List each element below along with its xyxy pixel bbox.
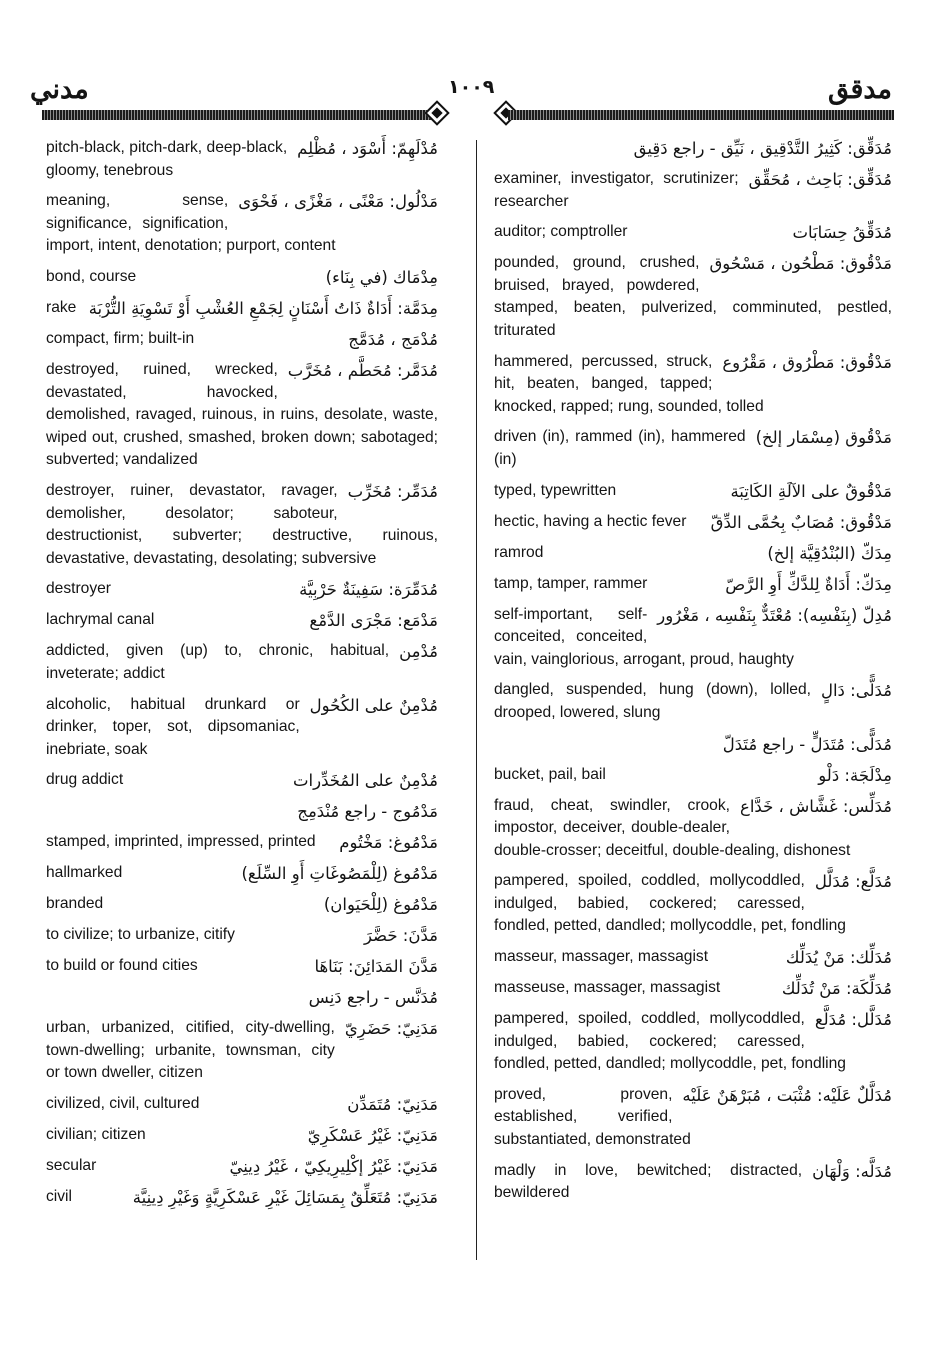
dictionary-entry bbox=[494, 977, 892, 1000]
header-guide-word-right: مدقق bbox=[827, 74, 892, 105]
dictionary-entry bbox=[46, 266, 438, 289]
english-definition: auditor; comptroller bbox=[494, 223, 628, 241]
dictionary-entry bbox=[46, 297, 438, 320]
english-definition: hallmarked bbox=[46, 864, 123, 882]
header-guide-word-left: مدني bbox=[30, 74, 89, 105]
arabic-headword: مُدَلًّى: دَالٍ bbox=[820, 681, 892, 701]
dictionary-entry bbox=[494, 511, 892, 534]
english-definition: fraud, cheat, swindler, crook, impostor, deceiver, double-dealer, double-crosser; deceitful, double-dealing, dishonest bbox=[494, 796, 851, 859]
arabic-headword: مَدْلُول: مَعْنًى ، مَغْزًى ، فَحْوَى bbox=[238, 192, 438, 212]
arabic-headword: مُدَلِّكَة: مَنْ تُدَلِّك bbox=[781, 979, 892, 999]
english-definition: branded bbox=[46, 895, 104, 913]
dictionary-entry bbox=[46, 640, 438, 685]
english-definition: to civilize; to urbanize, citify bbox=[46, 926, 235, 944]
arabic-headword: مَدْمَع: مَجْرَى الدَّمْع bbox=[309, 611, 438, 631]
english-definition: drug addict bbox=[46, 771, 124, 789]
arabic-headword: مَدَنِيّ: غَيْرُ إكْلِيرِيكِيّ ، غَيْرُ دِينِيّ bbox=[229, 1157, 438, 1177]
page-number: ١٠٠٩ bbox=[448, 76, 495, 98]
dictionary-entry bbox=[46, 1093, 438, 1116]
arabic-headword: مَدْمُوغ (لِلْحَيَوان) bbox=[323, 895, 438, 915]
dictionary-entry bbox=[494, 795, 892, 863]
arabic-headword: مَدْقُوق (مِسْمَار إلخ) bbox=[755, 428, 892, 448]
dictionary-entry bbox=[494, 573, 892, 596]
dictionary-entry bbox=[46, 694, 438, 762]
header-rule-right bbox=[508, 110, 894, 120]
arabic-headword: مُدَلِّك: مَنْ يُدَلِّك bbox=[785, 948, 892, 968]
dictionary-entry bbox=[494, 870, 892, 938]
dictionary-entry bbox=[494, 168, 892, 213]
english-definition: proved, proven, established, verified, substantiated, demonstrated bbox=[494, 1085, 691, 1149]
english-definition: madly in love, bewitched; distracted, bewildered bbox=[494, 1161, 803, 1202]
english-definition: compact, firm; built-in bbox=[46, 329, 195, 347]
arabic-headword: مُدَلًّى: مُتَدَلٍّ - راجع مُتَدَلّ bbox=[722, 734, 892, 754]
arabic-headword: مَدَّنَ: حَضَّرَ bbox=[363, 926, 438, 946]
english-definition: civilized, civil, cultured bbox=[46, 1095, 200, 1113]
arabic-headword: مَدْقُوق: مُصَابٌ بِحُمَّى الدِّقّ bbox=[710, 512, 892, 532]
arabic-headword: مَدْقُوق: مَطْرُوق ، مَقْرُوع bbox=[722, 352, 892, 372]
english-definition: destroyer bbox=[46, 580, 112, 598]
arabic-headword: مَدَّنَ المَدَائِنَ: بَنَاهَا bbox=[314, 957, 438, 977]
english-definition: tamp, tamper, rammer bbox=[494, 574, 648, 592]
cross-reference-entry bbox=[494, 137, 892, 160]
dictionary-entry bbox=[494, 252, 892, 342]
arabic-headword: مَدْمُوغ: مَخْتُوم bbox=[339, 833, 438, 853]
arabic-headword: مِدْلَجَة: دَلْو bbox=[818, 765, 892, 785]
arabic-headword: مِدَكّ (البُنْدُقِيَّة إلخ) bbox=[767, 543, 892, 563]
arabic-headword: مُدَلَّه: وَلْهَان bbox=[812, 1161, 892, 1181]
dictionary-entry bbox=[494, 1084, 892, 1152]
english-definition: bucket, pail, bail bbox=[494, 765, 606, 783]
dictionary-entry bbox=[494, 542, 892, 565]
dictionary-entry bbox=[494, 221, 892, 244]
arabic-headword: مُدَلَّل: مُدَلَّع bbox=[814, 1010, 892, 1030]
dictionary-entry bbox=[46, 1017, 438, 1085]
arabic-headword: مُدَمَّر: مُحَطَّم ، مُخَرَّب bbox=[287, 360, 438, 380]
dictionary-entry bbox=[46, 359, 438, 472]
cross-reference-entry bbox=[494, 733, 892, 756]
english-definition: bond, course bbox=[46, 267, 137, 285]
arabic-headword: مَدْقُوقٌ على الآلَةِ الكَاتِبَة bbox=[730, 481, 892, 501]
english-definition: meaning, sense, significance, signification, import, intent, denotation; purport, content bbox=[46, 192, 336, 255]
arabic-headword: مِدَمَّة: أَدَاةٌ ذَاتُ أَسْنَانٍ لِجَمْعِ العُشْبِ أَوْ تَسْوِيَةِ التُّرْبَة bbox=[88, 298, 438, 318]
dictionary-entry bbox=[494, 946, 892, 969]
dictionary-entry bbox=[494, 764, 892, 787]
english-definition: stamped, imprinted, impressed, printed bbox=[46, 833, 316, 851]
arabic-headword: مَدَنِيّ: غَيْرُ عَسْكَرِيّ bbox=[307, 1126, 438, 1146]
dictionary-entry bbox=[494, 604, 892, 672]
arabic-headword: مِدَكّ: أَدَاةٌ لِلدَّكِّ أَوِ الرَّصّ bbox=[725, 574, 892, 594]
english-definition: pampered, spoiled, coddled, mollycoddled, indulged, babied, cockered; caressed, fondled, petted, dandled; mollycoddle, pet, fondling bbox=[494, 872, 846, 935]
arabic-headword: مُدَقِّق: كَثِيرُ التَّدْقِيق ، نَيِّق - راجع دَقِيق bbox=[633, 139, 892, 158]
english-definition: hammered, percussed, struck, hit, beaten, banged, tapped; knocked, rapped; rung, sounded, tolled bbox=[494, 352, 764, 415]
dictionary-entry bbox=[46, 893, 438, 916]
arabic-headword: مُدْلَهِمّ: أَسْوَد ، مُظْلِم bbox=[297, 139, 438, 158]
arabic-headword: مُدْمِنٌ على الكُحُول bbox=[309, 695, 438, 715]
arabic-headword: مُدَلَّلٌ عَلَيْه: مُثْبَت ، مُبَرْهَنٌ عَلَيْه bbox=[682, 1085, 892, 1105]
dictionary-entry bbox=[46, 1186, 438, 1209]
dictionary-entry bbox=[46, 137, 438, 182]
left-column bbox=[46, 137, 438, 1217]
dictionary-entry bbox=[46, 769, 438, 792]
english-definition: pounded, ground, crushed, bruised, brayed, powdered, stamped, beaten, pulverized, comminuted, pestled, triturated bbox=[494, 254, 892, 339]
arabic-headword: مُدَقِّقُ حِسَابَات bbox=[792, 223, 892, 243]
dictionary-entry bbox=[494, 1160, 892, 1205]
english-definition: alcoholic, habitual drunkard or drinker, toper, sot, dipsomaniac, inebriate, soak bbox=[46, 695, 300, 758]
arabic-headword: مُدَلَّع: مُدَلَّل bbox=[814, 872, 892, 892]
arabic-headword: مُدِلّ (بِنَفْسِه): مُعْتَدٌّ بِنَفْسِه ، مَغْرُور bbox=[657, 605, 892, 625]
english-definition: addicted, given (up) to, chronic, habitual, inveterate; addict bbox=[46, 642, 390, 682]
dictionary-entry bbox=[494, 679, 892, 724]
arabic-headword: مِدْمَاك (في بِنَاء) bbox=[325, 267, 438, 287]
english-definition: civilian; citizen bbox=[46, 1126, 146, 1144]
dictionary-entry bbox=[494, 426, 892, 471]
english-definition: self-important, self-conceited, conceited, vain, vainglorious, arrogant, proud, haughty bbox=[494, 605, 794, 668]
column-divider bbox=[476, 140, 477, 1260]
english-definition: lachrymal canal bbox=[46, 611, 155, 629]
page-header bbox=[0, 52, 940, 122]
dictionary-entry bbox=[46, 862, 438, 885]
english-definition: masseuse, massager, massagist bbox=[494, 979, 721, 997]
arabic-headword: مُدْمِن bbox=[399, 642, 438, 662]
english-definition: civil bbox=[46, 1188, 72, 1206]
english-definition: hectic, having a hectic fever bbox=[494, 512, 687, 530]
arabic-headword: مُدَنَّس - راجع دَنِس bbox=[308, 988, 438, 1008]
arabic-headword: مَدْمُوغ (لِلْمَصُوغَاتِ أَوِ السِّلَع) bbox=[241, 864, 438, 884]
dictionary-entry bbox=[46, 578, 438, 601]
arabic-headword: مُدَمِّرَة: سَفِينَةٌ حَرْبِيَّة bbox=[299, 580, 438, 600]
right-column bbox=[494, 137, 892, 1213]
dictionary-entry bbox=[46, 924, 438, 947]
dictionary-entry bbox=[494, 351, 892, 419]
arabic-headword: مَدَنِيّ: مُتَعَلِّقٌ بِمَسَائِلَ غَيْرِ عَسْكَرِيَّةٍ وَغَيْرِ دِينِيَّة bbox=[132, 1188, 438, 1208]
dictionary-entry bbox=[46, 480, 438, 570]
arabic-headword: مَدْمُوج - راجع مُنْدَمِج bbox=[297, 802, 438, 822]
arabic-headword: مَدَنِيّ: حَضَرِيّ bbox=[344, 1019, 438, 1039]
header-rule-left bbox=[42, 110, 432, 120]
arabic-headword: مُدْمَج ، مُدَمَّج bbox=[348, 329, 438, 349]
diamond-ornament-left bbox=[424, 100, 449, 125]
english-definition: urban, urbanized, citified, city-dwelling, town-dwelling; urbanite, townsman, city or town dweller, citizen bbox=[46, 1019, 335, 1082]
dictionary-entry bbox=[46, 1155, 438, 1178]
dictionary-entry bbox=[494, 480, 892, 503]
english-definition: ramrod bbox=[494, 543, 544, 561]
dictionary-entry bbox=[46, 831, 438, 854]
english-definition: to build or found cities bbox=[46, 957, 198, 975]
english-definition: examiner, investigator, scrutinizer; researcher bbox=[494, 170, 739, 210]
dictionary-entry bbox=[46, 328, 438, 351]
arabic-headword: مُدَقِّق: بَاحِث ، مُحَقِّق bbox=[748, 170, 892, 189]
english-definition: pampered, spoiled, coddled, mollycoddled, indulged, babied, cockered; caressed, fondled, petted, dandled; mollycoddle, pet, fondling bbox=[494, 1010, 846, 1073]
english-definition: rake bbox=[46, 298, 77, 316]
english-definition: typed, typewritten bbox=[494, 481, 617, 499]
english-definition: driven (in), rammed (in), hammered (in) bbox=[494, 428, 746, 468]
cross-reference-entry bbox=[46, 986, 438, 1009]
english-definition: pitch-black, pitch-dark, deep-black, gloomy, tenebrous bbox=[46, 139, 288, 179]
cross-reference-entry bbox=[46, 800, 438, 823]
english-definition: dangled, suspended, hung (down), lolled, drooped, lowered, slung bbox=[494, 681, 811, 721]
english-definition: destroyed, ruined, wrecked, devastated, havocked, demolished, ravaged, ruinous, in ruins, desolate, waste, wiped out, crushed, smashed, broken down; sabotaged; subverted; vandalized bbox=[46, 360, 438, 469]
english-definition: masseur, massager, massagist bbox=[494, 948, 709, 966]
dictionary-entry bbox=[46, 1124, 438, 1147]
dictionary-entry bbox=[46, 609, 438, 632]
dictionary-entry bbox=[494, 1008, 892, 1076]
english-definition: destroyer, ruiner, devastator, ravager, demolisher, desolator; saboteur, destructionist, subverter; destructive, ruinous, devastative, devastating, desolating; subversive bbox=[46, 481, 438, 567]
arabic-headword: مَدَنِيّ: مُتَمَدِّن bbox=[347, 1095, 438, 1115]
english-definition: secular bbox=[46, 1157, 97, 1175]
arabic-headword: مُدَلِّس: غَشَّاش ، خَدَّاع bbox=[740, 796, 892, 816]
dictionary-entry bbox=[46, 190, 438, 258]
arabic-headword: مُدَمِّر: مُخَرِّب bbox=[347, 481, 438, 501]
dictionary-entry bbox=[46, 955, 438, 978]
arabic-headword: مُدْمِنٌ على المُخَدِّرات bbox=[293, 771, 438, 791]
arabic-headword: مَدْقُوق: مَطْحُون ، مَسْحُوق bbox=[709, 254, 892, 274]
